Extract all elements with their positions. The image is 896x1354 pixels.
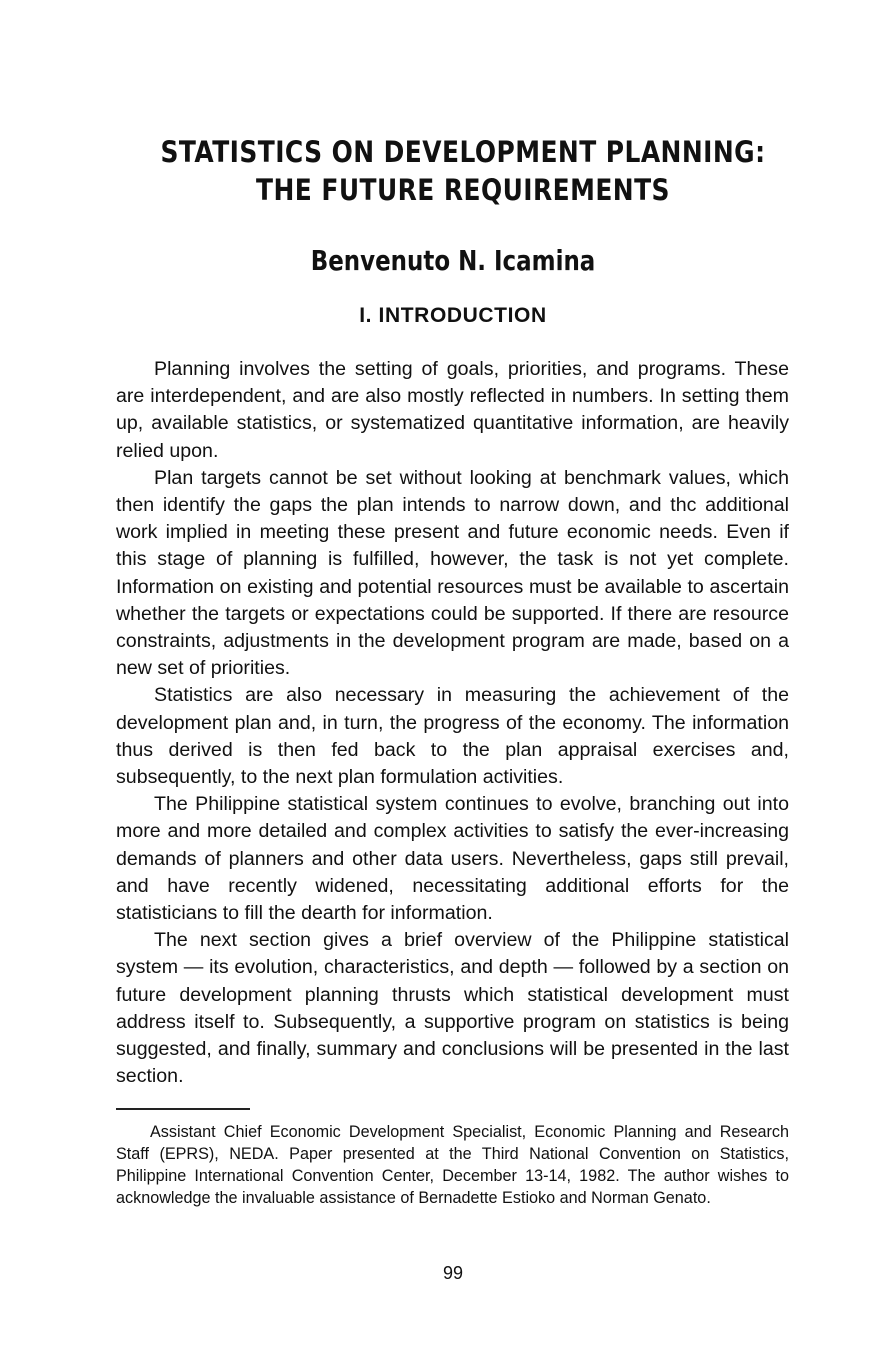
paragraph-4: The Philippine statistical system continues to evolve, branching out into more and more detailed and complex activities to satisfy the ever-increasing demands of planners and other data users. Nevertheless, gaps still prevail, and have recently widened, necessitating additional efforts for the statisticians to fill the dearth for information. [116, 793, 789, 925]
page-number: 99 [442, 1263, 464, 1283]
paragraph-5: The next section gives a brief overview of the Philippine statistical system — its evolution, characteristics, and depth — followed by a section on future development planning thrusts which statistical development must address itself to. Subsequently, a supportive program on statistics is being suggested, and finally, summary and conclusions will be presented in the last section. [116, 929, 789, 1088]
paragraph-3: Statistics are also necessary in measuring the achievement of the development plan and, in turn, the progress of the economy. The information thus derived is then fed back to the plan appraisal exercises and, subsequently, to the next plan formulation activities. [116, 684, 789, 789]
footnote: Assistant Chief Economic Development Specialist, Economic Planning and Research Staff (EPRS), NEDA. Paper presented at the Third National Convention on Statistics, Philippine International Convention Center, December 13-14, 1982. The author wishes to acknowledge the invaluable assistance of Bernadette Estioko and Norman Genato. [116, 1123, 789, 1207]
author-name: Benvenuto N. Icamina [310, 244, 596, 277]
section-heading-introduction: I. INTRODUCTION [359, 304, 547, 327]
paragraph-1: Planning involves the setting of goals, priorities, and programs. These are interdependent, and are also mostly reflected in numbers. In setting them up, available statistics, or systematized quantitative information, are heavily relied upon. [116, 358, 789, 462]
page-title-line-1: STATISTICS ON DEVELOPMENT PLANNING: [160, 135, 766, 169]
paragraph-2: Plan targets cannot be set without looking at benchmark values, which then identify the gaps the plan intends to narrow down, and thc additional work implied in meeting these present and future economic needs. Even if this stage of planning is fulfilled, however, the task is not yet complete. Information on existing and potential resources must be available to ascertain whether the targets or expectations could be supported. If there are resource constraints, adjustments in the development program are made, based on a new set of priorities. [116, 466, 789, 680]
body-text [116, 356, 789, 1090]
page-title-line-2: THE FUTURE REQUIREMENTS [256, 173, 670, 207]
footnote-divider [116, 1108, 250, 1110]
